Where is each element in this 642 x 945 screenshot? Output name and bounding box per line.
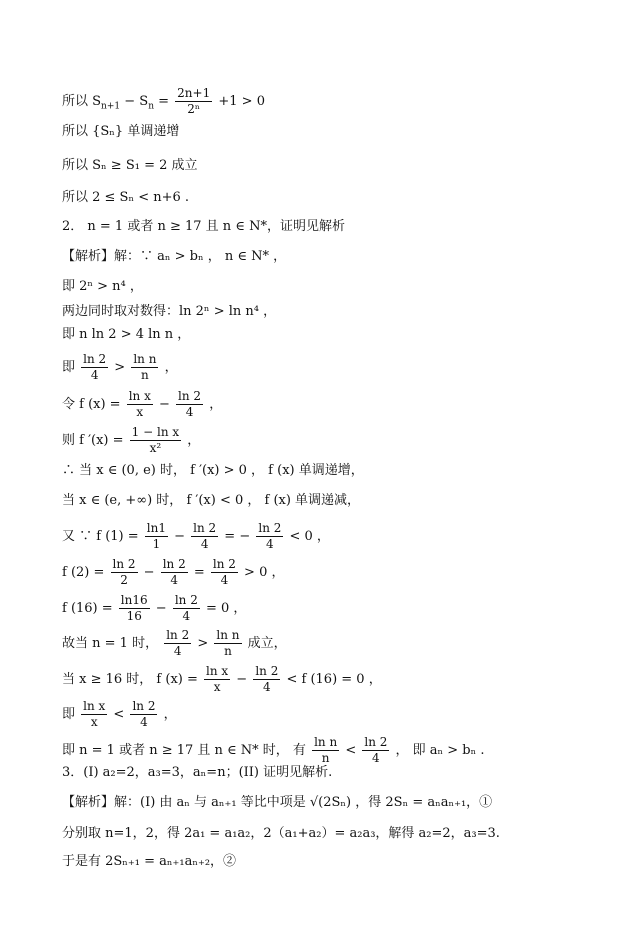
numerator: 1 − ln x xyxy=(131,425,180,439)
text-seg: +1 > 0 xyxy=(214,94,265,109)
text-seg: 则 f ′(x) = xyxy=(62,433,128,448)
numerator: ln16 xyxy=(120,593,148,607)
fraction xyxy=(173,593,200,624)
denominator: 2ⁿ xyxy=(187,102,201,116)
numerator: ln 2 xyxy=(255,664,279,678)
fraction xyxy=(119,593,150,624)
line-n-equals-1 xyxy=(62,628,287,659)
line-equation-2: 于是有 2Sₙ₊₁ = aₙ₊₁aₙ₊₂，② xyxy=(62,854,237,869)
denominator: n xyxy=(224,644,232,658)
numerator: ln 2 xyxy=(112,557,136,571)
fraction xyxy=(175,86,212,117)
line-monotone: 所以 {Sₙ} 单调递增 xyxy=(62,124,180,139)
line-conclusion: 所以 2 ≤ Sₙ < n+6 . xyxy=(62,190,190,205)
line-analysis-3: 【解析】解：(I) 由 aₙ 与 aₙ₊₁ 等比中项是 √(2Sₙ) ，得 2Sₙ = aₙaₙ₊₁，① xyxy=(62,795,493,810)
fraction xyxy=(253,664,280,695)
denominator: 16 xyxy=(126,609,142,623)
line-analysis-start: 【解析】解：∵ aₙ > bₙ ， n ∈ N* ， xyxy=(62,249,287,264)
text-seg: f (2) = xyxy=(62,565,109,580)
numerator: ln 2 xyxy=(174,593,198,607)
text-seg: < xyxy=(109,707,129,722)
denominator: 4 xyxy=(200,537,209,551)
text-seg: > 0 ， xyxy=(239,565,285,580)
text-seg: = 0 ， xyxy=(201,601,247,616)
numerator: ln 2 xyxy=(83,352,107,366)
text-seg: 当 x ≥ 16 时， f (x) = xyxy=(62,672,203,687)
text-seg: > xyxy=(193,636,213,651)
line-problem3: 3．(I) a₂=2，a₃=3，aₙ=n；(II) 证明见解析. xyxy=(62,765,333,780)
line-nln2: 即 n ln 2 > 4 ln n ， xyxy=(62,327,191,342)
numerator: ln1 xyxy=(146,521,166,535)
denominator: 4 xyxy=(90,368,99,382)
text-seg: 即 n = 1 或者 n ≥ 17 且 n ∈ N* 时， 有 xyxy=(62,743,311,758)
line-ratio xyxy=(62,352,178,383)
numerator: ln 2 xyxy=(193,521,217,535)
text-seg: − xyxy=(169,529,190,544)
numerator: ln 2 xyxy=(258,521,282,535)
text-seg: − xyxy=(232,672,252,687)
denominator: 4 xyxy=(372,751,380,765)
numerator: ln n xyxy=(133,352,157,366)
line-sn-diff xyxy=(62,86,265,117)
line-x-ge-16 xyxy=(62,664,382,695)
text-seg: ， xyxy=(183,433,201,448)
text-seg: − xyxy=(154,397,175,412)
numerator: ln 2 xyxy=(132,699,156,713)
fraction xyxy=(312,735,339,766)
line-define-f xyxy=(62,389,222,420)
fraction xyxy=(130,699,157,730)
denominator: 4 xyxy=(266,537,274,551)
text-seg: < f (16) = 0 ， xyxy=(282,672,382,687)
line-log-both: 两边同时取对数得：ln 2ⁿ > ln n⁴ ， xyxy=(62,304,277,319)
numerator: ln 2 xyxy=(178,389,202,403)
text-seg: = xyxy=(154,94,174,109)
fraction xyxy=(176,389,203,420)
text-seg: 故当 n = 1 时， xyxy=(62,636,163,651)
text-seg: − xyxy=(151,601,171,616)
fraction xyxy=(131,352,158,383)
text-seg: 成立， xyxy=(243,636,287,651)
text-seg: ， xyxy=(159,707,177,722)
numerator: ln n xyxy=(314,735,338,749)
fraction xyxy=(214,628,241,659)
fraction xyxy=(256,521,283,552)
denominator: x xyxy=(90,715,98,729)
numerator: ln 2 xyxy=(364,735,388,749)
text-seg: f (16) = xyxy=(62,601,117,616)
text-seg: − S xyxy=(120,94,149,109)
text-seg: = xyxy=(189,565,209,580)
line-increasing: ∴ 当 x ∈ (0, e) 时， f ′(x) > 0 ， f (x) 单调递增， xyxy=(62,463,364,478)
fraction xyxy=(127,389,153,420)
fraction xyxy=(161,557,188,588)
line-take-n: 分别取 n=1，2，得 2a₁ = a₁a₂，2（a₁+a₂）= a₂a₃，解得 a₂=2，a₃=3. xyxy=(62,826,500,841)
text-seg: = − xyxy=(220,529,255,544)
text-seg: 又 ∵ f (1) = xyxy=(62,529,143,544)
line-problem2: 2． n = 1 或者 n ≥ 17 且 n ∈ N*，证明见解析 xyxy=(62,219,345,234)
denominator: x² xyxy=(149,441,162,455)
numerator: ln n xyxy=(216,628,240,642)
numerator: ln x xyxy=(83,699,106,713)
numerator: 2n+1 xyxy=(177,86,211,100)
fraction xyxy=(81,699,107,730)
line-lnx-ratio xyxy=(62,699,177,730)
denominator: 4 xyxy=(170,573,179,587)
line-f1 xyxy=(62,521,330,552)
numerator: ln 2 xyxy=(162,557,186,571)
numerator: ln x xyxy=(206,664,229,678)
line-derivative xyxy=(62,425,200,456)
fraction xyxy=(145,521,168,552)
line-bound: 所以 Sₙ ≥ S₁ = 2 成立 xyxy=(62,158,198,173)
denominator: x xyxy=(213,680,221,694)
fraction xyxy=(191,521,218,552)
text-seg: ， 即 aₙ > bₙ . xyxy=(391,743,485,758)
line-f2 xyxy=(62,557,284,588)
text-seg: − xyxy=(139,565,159,580)
text-seg: 令 f (x) = xyxy=(62,397,125,412)
denominator: x xyxy=(136,405,144,419)
line-f16 xyxy=(62,593,246,624)
fraction xyxy=(164,628,191,659)
denominator: 4 xyxy=(220,573,229,587)
numerator: ln x xyxy=(128,389,151,403)
denominator: 2 xyxy=(120,573,128,587)
fraction xyxy=(81,352,108,383)
text-seg: > xyxy=(110,360,130,375)
fraction xyxy=(211,557,238,588)
denominator: 4 xyxy=(182,609,191,623)
text-seg: 即 xyxy=(62,707,80,722)
fraction xyxy=(130,425,181,456)
denominator: 4 xyxy=(140,715,148,729)
text-seg: ， xyxy=(205,397,223,412)
text-seg: < xyxy=(341,743,361,758)
text-seg: 所以 S xyxy=(62,94,102,109)
denominator: 1 xyxy=(152,537,161,551)
text-seg: < 0 ， xyxy=(285,529,330,544)
denominator: 4 xyxy=(185,405,194,419)
line-final-2 xyxy=(62,735,485,766)
text-seg: 即 xyxy=(62,360,80,375)
denominator: n xyxy=(321,751,330,765)
subscript: n xyxy=(148,101,154,112)
subscript: n+1 xyxy=(101,101,121,112)
numerator: ln 2 xyxy=(166,628,190,642)
denominator: 4 xyxy=(263,680,271,694)
line-inequality: 即 2ⁿ > n⁴ ， xyxy=(62,279,143,294)
fraction xyxy=(111,557,138,588)
fraction xyxy=(204,664,230,695)
line-decreasing: 当 x ∈ (e, +∞) 时， f ′(x) < 0 ， f (x) 单调递减， xyxy=(62,493,361,508)
denominator: 4 xyxy=(173,644,182,658)
numerator: ln 2 xyxy=(212,557,236,571)
text-seg: ， xyxy=(160,360,178,375)
denominator: n xyxy=(141,368,149,382)
fraction xyxy=(362,735,389,766)
